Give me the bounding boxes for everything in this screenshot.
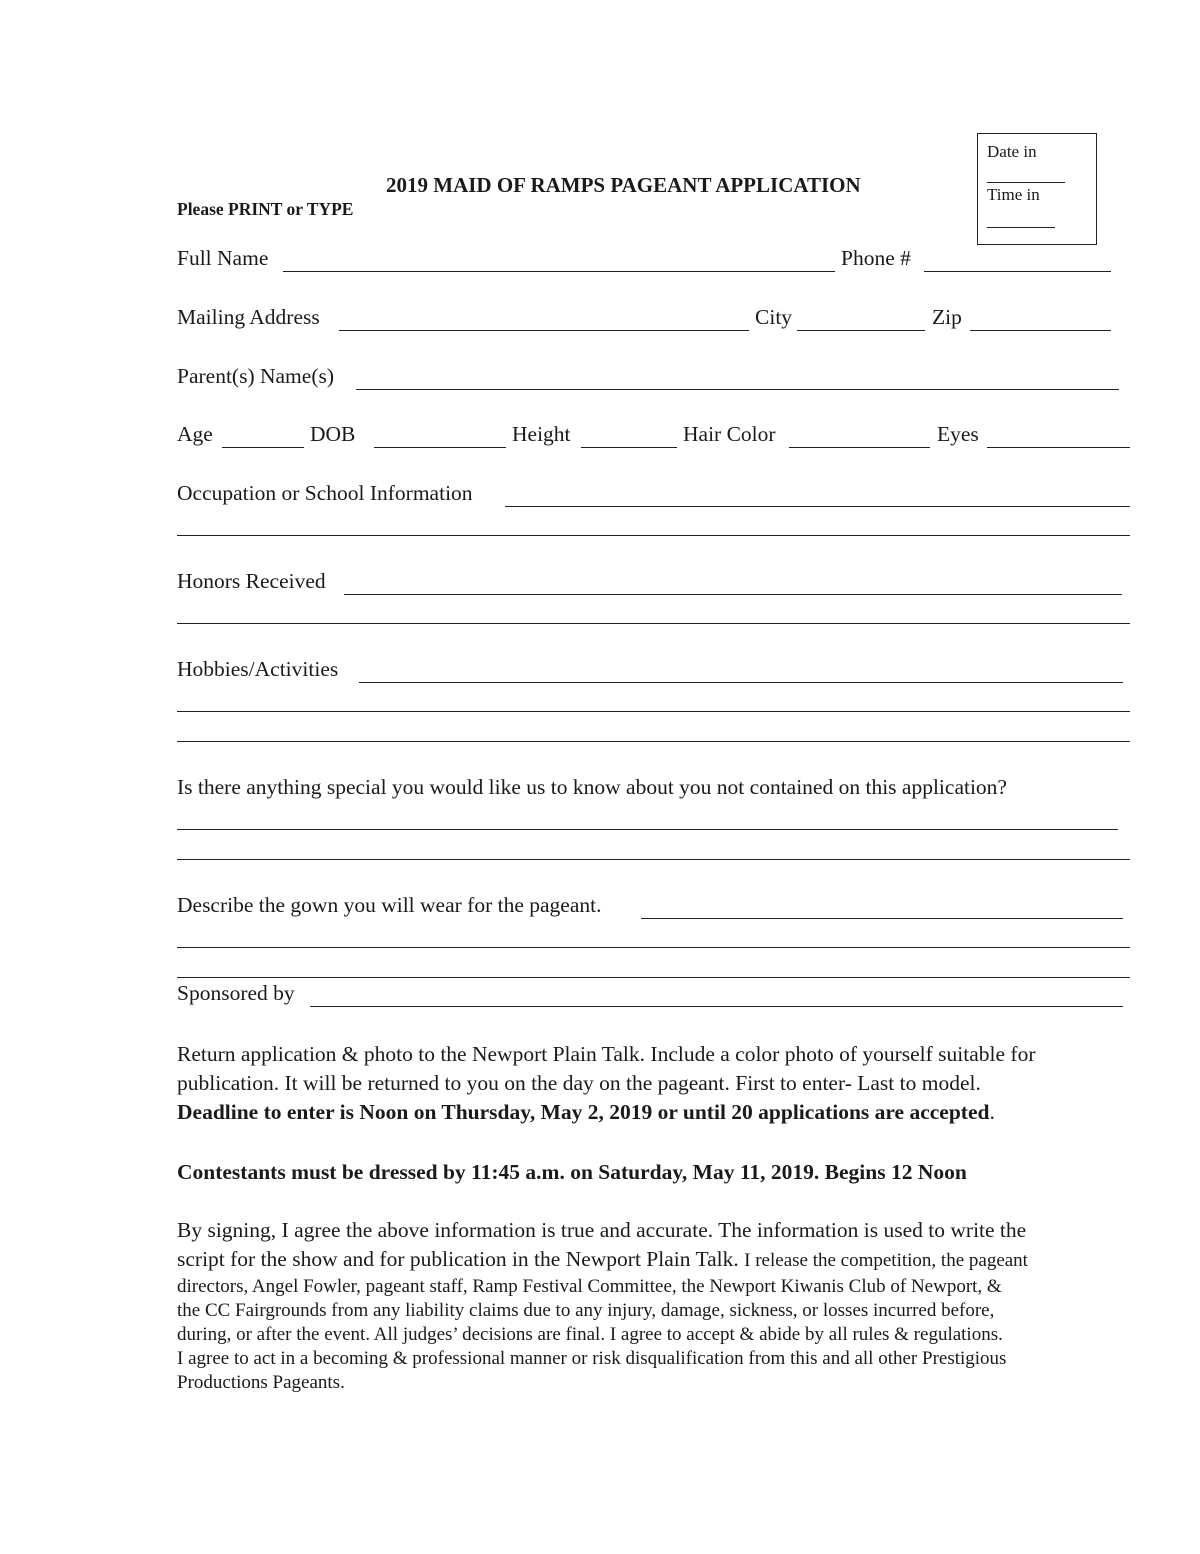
phone-label: Phone # (841, 246, 911, 270)
row-occupation (177, 481, 1132, 511)
time-in-blank[interactable] (987, 227, 1055, 228)
row-name-phone (177, 246, 1117, 276)
office-use-box (977, 133, 1097, 245)
honors-field-line-2[interactable] (177, 623, 1130, 624)
gown-label: Describe the gown you will wear for the pageant. (177, 893, 602, 917)
row-honors (177, 569, 1127, 599)
agreement-line-6: I agree to act in a becoming & professional manner or risk disqualification from this and all other Prestigious (177, 1348, 1007, 1369)
date-in-blank[interactable] (987, 182, 1065, 183)
sponsored-by-label: Sponsored by (177, 981, 295, 1005)
mailing-address-label: Mailing Address (177, 305, 320, 329)
hair-color-label: Hair Color (683, 422, 776, 446)
row-special (177, 775, 1137, 805)
special-question-label: Is there anything special you would like us to know about you not contained on this application? (177, 775, 1007, 799)
city-field[interactable] (797, 330, 925, 331)
hobbies-label: Hobbies/Activities (177, 657, 339, 681)
parents-names-field[interactable] (356, 389, 1119, 390)
form-subtitle: Please PRINT or TYPE (177, 199, 354, 219)
special-field-line-1[interactable] (177, 829, 1118, 830)
gown-field-line-2[interactable] (177, 947, 1130, 948)
city-label: City (755, 305, 793, 329)
honors-field[interactable] (344, 594, 1122, 595)
date-in-label: Date in (987, 142, 1037, 161)
age-label: Age (177, 422, 213, 446)
row-sponsor (177, 981, 1127, 1011)
agreement-line-2b: I release the competition, the pageant (744, 1250, 1028, 1271)
occupation-field[interactable] (505, 506, 1130, 507)
height-label: Height (512, 422, 571, 446)
occupation-label: Occupation or School Information (177, 481, 473, 505)
zip-label: Zip (932, 305, 962, 329)
zip-field[interactable] (970, 330, 1111, 331)
return-instructions (177, 1040, 1137, 1127)
deadline-line (177, 1098, 1137, 1127)
dressed-by-notice: Contestants must be dressed by 11:45 a.m. on Saturday, May 11, 2019. Begins 12 Noon (177, 1160, 967, 1184)
hobbies-field-line-3[interactable] (177, 741, 1130, 742)
gown-field[interactable] (641, 918, 1123, 919)
deadline-period: . (989, 1100, 995, 1124)
special-field-line-2[interactable] (177, 859, 1130, 860)
age-field[interactable] (222, 447, 304, 448)
phone-field[interactable] (924, 271, 1111, 272)
hair-color-field[interactable] (789, 447, 930, 448)
honors-label: Honors Received (177, 569, 326, 593)
row-hobbies (177, 657, 1127, 687)
row-address (177, 305, 1117, 335)
agreement-line-2a: script for the show and for publication in the Newport Plain Talk. (177, 1247, 745, 1271)
row-physical (177, 422, 1132, 452)
deadline-text: Deadline to enter is Noon on Thursday, May 2, 2019 or until 20 applications are accepted (177, 1100, 990, 1124)
sponsored-by-field[interactable] (310, 1006, 1123, 1007)
agreement-line-4: the CC Fairgrounds from any liability claims due to any injury, damage, sickness, or losses incurred before, (177, 1300, 995, 1321)
return-line-1: Return application & photo to the Newport Plain Talk. Include a color photo of yourself suitable for (177, 1042, 1036, 1066)
eyes-field[interactable] (987, 447, 1130, 448)
agreement-line-2 (177, 1245, 1137, 1275)
full-name-label: Full Name (177, 246, 269, 270)
row-parents (177, 364, 1122, 394)
full-name-field[interactable] (283, 271, 835, 272)
form-title: 2019 MAID OF RAMPS PAGEANT APPLICATION (386, 173, 861, 197)
hobbies-field-line-2[interactable] (177, 711, 1130, 712)
time-in-label: Time in (987, 185, 1040, 204)
occupation-field-line-2[interactable] (177, 535, 1130, 536)
hobbies-field[interactable] (359, 682, 1123, 683)
height-field[interactable] (581, 447, 677, 448)
mailing-address-field[interactable] (339, 330, 749, 331)
agreement-line-7: Productions Pageants. (177, 1372, 345, 1393)
gown-field-line-3[interactable] (177, 977, 1130, 978)
row-gown (177, 893, 1127, 923)
return-line-2: publication. It will be returned to you on the day on the pageant. First to enter- Last to model. (177, 1071, 981, 1095)
agreement-line-1: By signing, I agree the above information is true and accurate. The information is used to write the (177, 1218, 1027, 1242)
agreement-text (177, 1216, 1137, 1395)
agreement-line-5: during, or after the event. All judges’ decisions are final. I agree to accept & abide by all rules & regulations. (177, 1324, 1003, 1345)
parents-names-label: Parent(s) Name(s) (177, 364, 335, 388)
agreement-line-3: directors, Angel Fowler, pageant staff, Ramp Festival Committee, the Newport Kiwanis Club of Newport, & (177, 1276, 1002, 1297)
dob-label: DOB (310, 422, 356, 446)
dob-field[interactable] (374, 447, 506, 448)
eyes-label: Eyes (937, 422, 979, 446)
